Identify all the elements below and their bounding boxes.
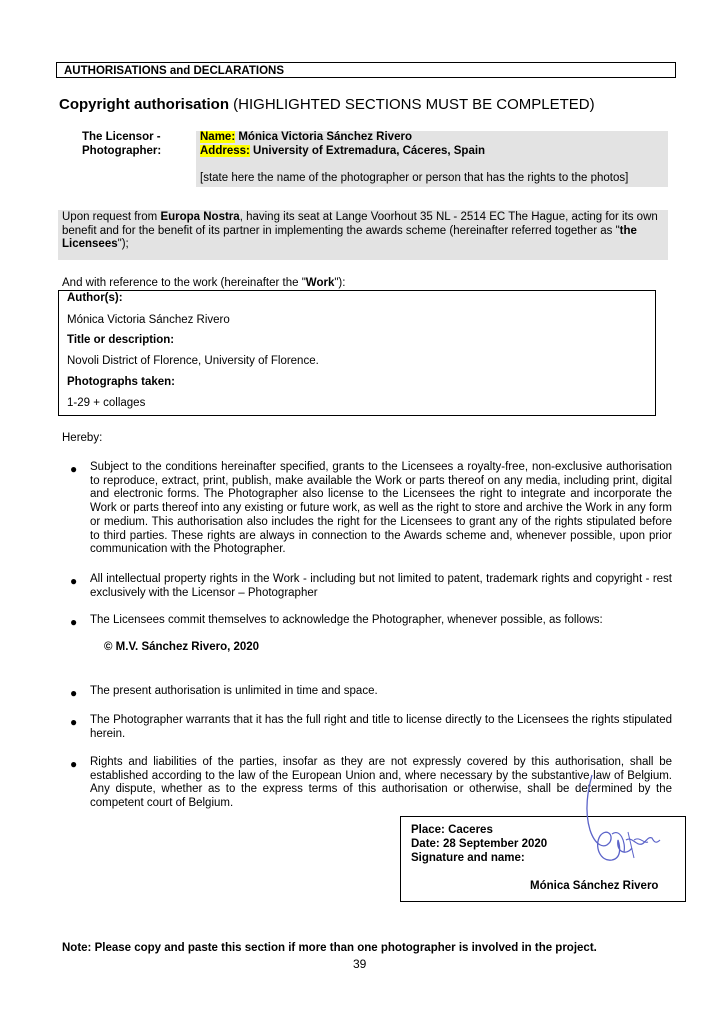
- bullet-item-4: The present authorisation is unlimited in time and space.: [90, 685, 378, 697]
- bullet-marker: ●: [70, 574, 78, 588]
- bullet-item-6: Rights and liabilities of the parties, insofar as they are not expressly covered by this authorisation, shall be established according to the law of the European Union and, where necessary by the substantive law of Belgium. Any dispute, whether as to the express terms of this authorisation or otherwise, shall be determined by the competent court of Belgium.: [90, 756, 672, 810]
- authors-label: Author(s):: [67, 292, 123, 304]
- licensor-address-line: [200, 145, 485, 157]
- title-label: Title or description:: [67, 334, 175, 346]
- photos-label: Photographs taken:: [67, 376, 175, 388]
- page-number: 39: [353, 957, 367, 971]
- bullet-marker: ●: [70, 462, 78, 476]
- signature-label: Signature and name:: [411, 852, 525, 864]
- bullet-marker: ●: [70, 757, 78, 771]
- request-paragraph: Upon request from Europa Nostra, having its seat at Lange Voorhout 35 NL - 2514 EC The Hague, acting for its own benefit and for the benefit of its partner in implementing the awards scheme (hereinafter referred together as "the Licensees");: [62, 211, 658, 250]
- place-line: Place: Caceres: [411, 824, 493, 836]
- date-line: Date: 28 September 2020: [411, 838, 548, 850]
- name-value: Mónica Victoria Sánchez Rivero: [235, 131, 412, 143]
- photo-credit: © M.V. Sánchez Rivero, 2020: [104, 641, 260, 653]
- hereby: Hereby:: [62, 432, 103, 444]
- licensor-name-line: [200, 131, 412, 143]
- section-header: AUTHORISATIONS and DECLARATIONS: [56, 62, 676, 78]
- bullet-marker: ●: [70, 715, 78, 729]
- address-value: University of Extremadura, Cáceres, Spain: [249, 145, 486, 157]
- bullet-item-1: Subject to the conditions hereinafter specified, grants to the Licensees a royalty-free, non-exclusive authorisation to reproduce, extract, print, publish, make available the Work or parts thereof on any media, including print, digital and electronic forms. The Photographer also license to the Licensees the right to integrate and incorporate the Work or parts thereof into any existing or future work, as well as the right to store and archive the Work in any form or medium. This authorisation also includes the right for the Licensees to grant any of the rights stipulated before to third parties. These rights are always in connection to the Awards scheme and, whenever possible, upon prior communication with the Photographer.: [90, 461, 672, 556]
- title-value: Novoli District of Florence, University of Florence.: [67, 355, 319, 367]
- bullet-item-3: The Licensees commit themselves to acknowledge the Photographer, whenever possible, as follows:: [90, 614, 603, 626]
- licensor-label-2: Photographer:: [82, 145, 162, 157]
- licensor-label-1: The Licensor -: [82, 131, 161, 143]
- footnote: Note: Please copy and paste this section if more than one photographer is involved in the project.: [62, 942, 597, 954]
- reference-line: And with reference to the work (hereinafter the "Work"):: [62, 277, 346, 289]
- licensor-note: [state here the name of the photographer or person that has the rights to the photos]: [200, 172, 629, 184]
- bullet-marker: ●: [70, 686, 78, 700]
- bullet-marker: ●: [70, 615, 78, 629]
- bullet-item-5: The Photographer warrants that it has the full right and title to license directly to the Licensees the rights stipulated herein.: [90, 714, 672, 740]
- work-details-box: [58, 290, 656, 416]
- name-label: Name:: [200, 131, 236, 143]
- address-label: Address:: [200, 145, 250, 157]
- bullet-item-2: All intellectual property rights in the Work - including but not limited to patent, trademark rights and copyright - rest exclusively with the Licensor – Photographer: [90, 573, 672, 599]
- photos-value: 1-29 + collages: [67, 397, 146, 409]
- handwritten-signature: [570, 770, 670, 890]
- authors-value: Mónica Victoria Sánchez Rivero: [67, 314, 230, 326]
- copyright-title: Copyright authorisation (HIGHLIGHTED SECTIONS MUST BE COMPLETED): [59, 96, 595, 113]
- signatory-name: Mónica Sánchez Rivero: [530, 880, 659, 892]
